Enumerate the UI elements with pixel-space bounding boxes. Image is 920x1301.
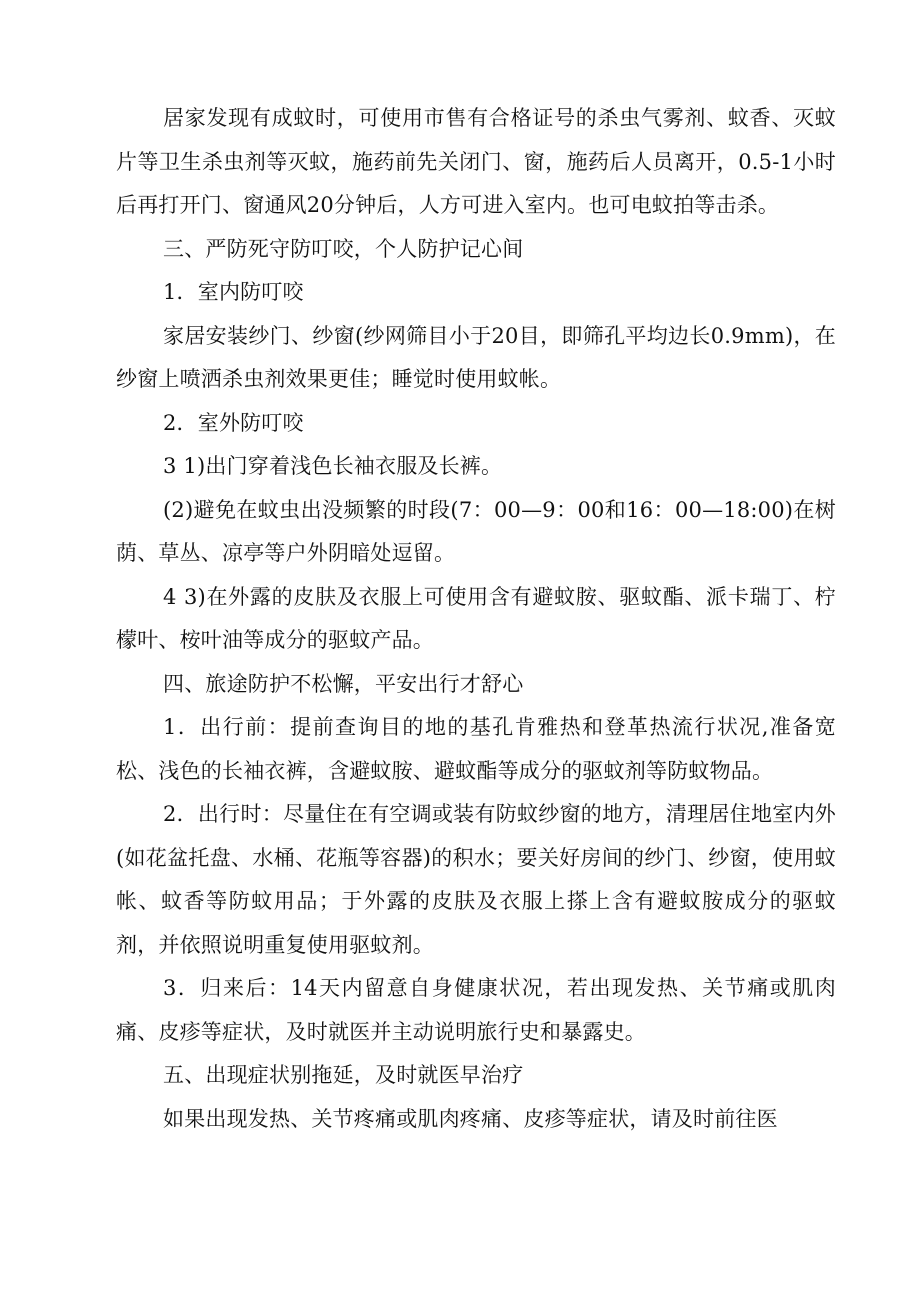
- paragraph-during-travel: 2．出行时：尽量住在有空调或装有防蚊纱窗的地方，清理居住地室内外(如花盆托盘、水桶、花瓶等容器)的积水；要关好房间的纱门、纱窗，使用蚊帐、蚊香等防蚊用品；于外露的皮肤及衣服上搽上含有避蚊胺成分的驱蚊剂，并依照说明重复使用驱蚊剂。: [116, 802, 836, 957]
- paragraph-seek-medical-care: 如果出现发热、关节疼痛或肌肉疼痛、皮疹等症状，请及时前往医: [163, 1106, 778, 1131]
- section-heading-personal-protection: 三、严防死守防叮咬，个人防护记心间: [163, 236, 524, 261]
- section-heading-seek-treatment: 五、出现症状别拖延，及时就医早治疗: [163, 1063, 524, 1087]
- document-body: [116, 97, 836, 1141]
- section-heading-travel-protection: 四、旅途防护不松懈，平安出行才舒心: [163, 671, 524, 696]
- paragraph-clothing: 3 1)出门穿着浅色长袖衣服及长裤。: [163, 454, 503, 478]
- subheading-outdoor-protection: 2．室外防叮咬: [163, 410, 304, 435]
- paragraph-avoid-peak-hours: (2)避免在蚊虫出没频繁的时段(7：00—9：00和16：00—18:00)在树荫、草丛、凉亭等户外阴暗处逗留。: [116, 497, 836, 565]
- paragraph-after-return: 3．归来后：14天内留意自身健康状况，若出现发热、关节痛或肌肉痛、皮疹等症状，及时就医并主动说明旅行史和暴露史。: [116, 976, 836, 1044]
- paragraph-mosquito-killing: 居家发现有成蚊时，可使用市售有合格证号的杀虫气雾剂、蚊香、灭蚊片等卫生杀虫剂等灭蚊，施药前先关闭门、窗，施药后人员离开，0.5-1小时后再打开门、窗通风20分钟后，人方可进入室内。也可电蚊拍等击杀。: [116, 106, 836, 217]
- paragraph-repellents: 4 3)在外露的皮肤及衣服上可使用含有避蚊胺、驱蚊酯、派卡瑞丁、柠檬叶、桉叶油等成分的驱蚊产品。: [116, 584, 836, 652]
- paragraph-screens-and-nets: 家居安装纱门、纱窗(纱网筛目小于20目，即筛孔平均边长0.9mm)，在纱窗上喷洒杀虫剂效果更佳；睡觉时使用蚊帐。: [116, 323, 836, 391]
- subheading-indoor-protection: 1．室内防叮咬: [163, 280, 304, 304]
- paragraph-before-travel: 1．出行前：提前查询目的地的基孔肯雅热和登革热流行状况,准备宽松、浅色的长袖衣裤，含避蚊胺、避蚊酯等成分的驱蚊剂等防蚊物品。: [116, 715, 836, 783]
